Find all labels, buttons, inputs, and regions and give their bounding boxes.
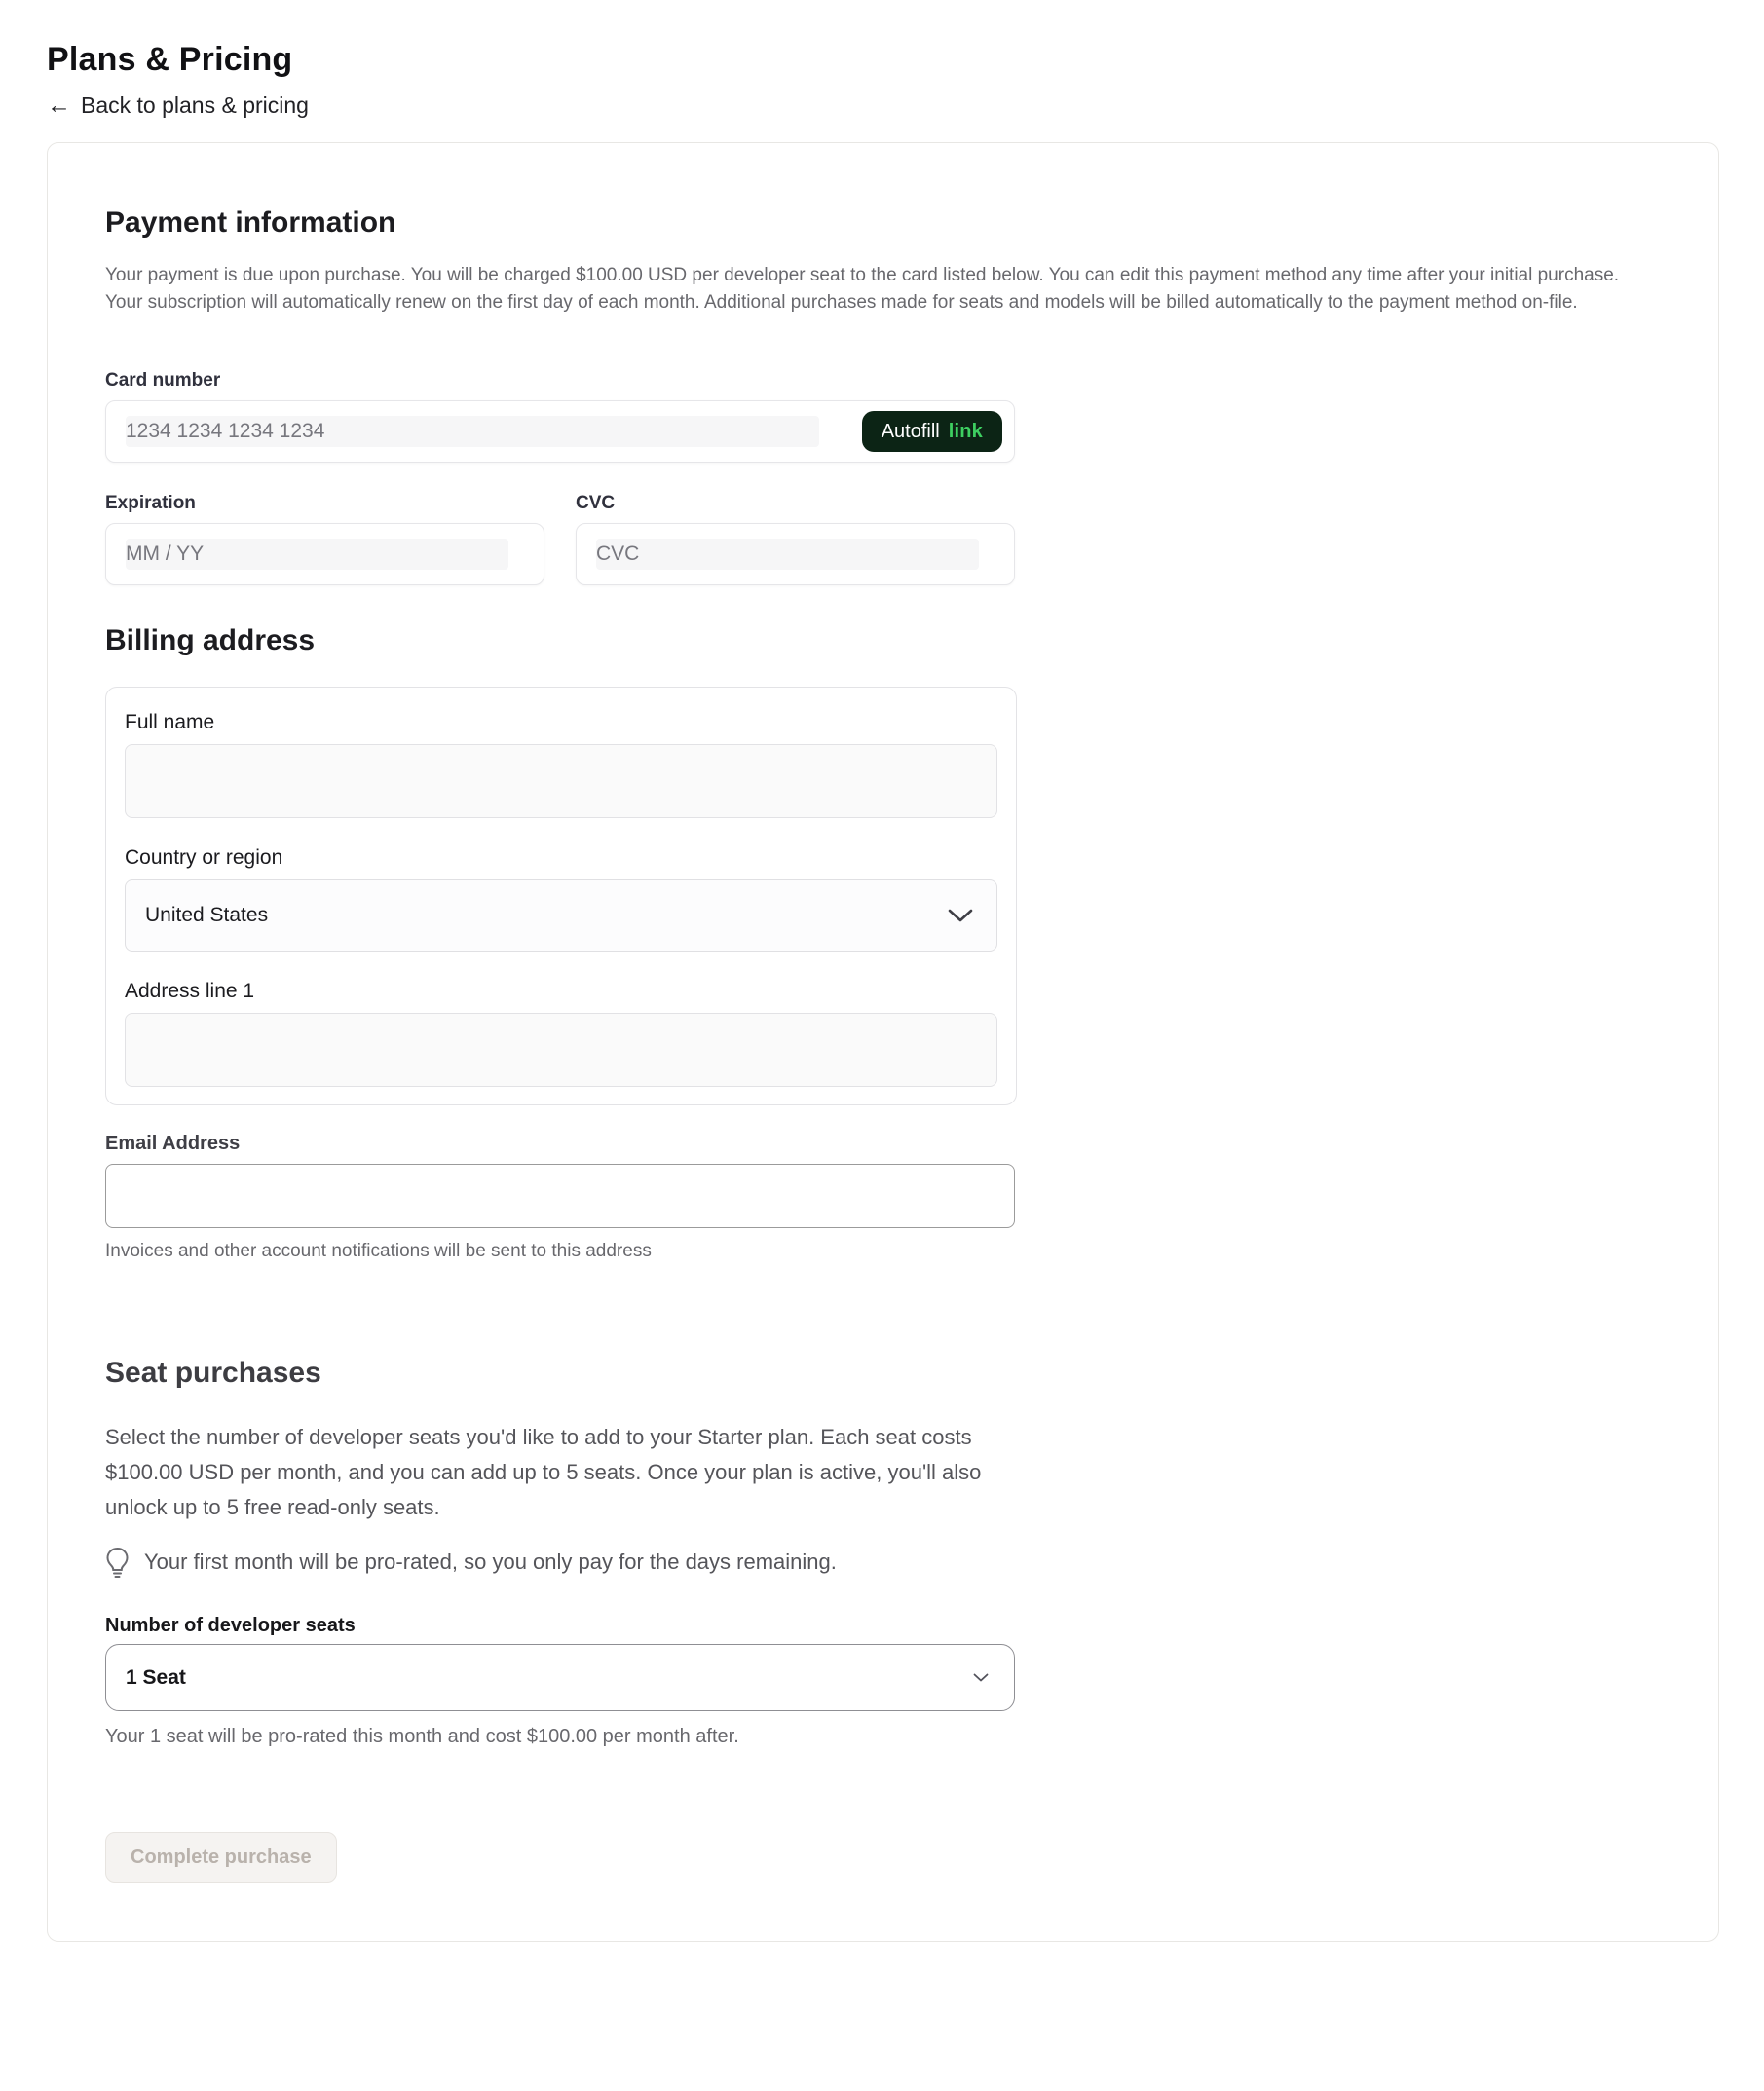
expiration-group [105, 492, 544, 585]
card-number-label: Card number [105, 370, 221, 391]
autofill-label: Autofill [881, 420, 940, 442]
email-label: Email Address [105, 1133, 241, 1154]
payment-information-heading: Payment information [105, 206, 396, 239]
prorate-tip [105, 1547, 1015, 1578]
complete-purchase-button[interactable]: Complete purchase [105, 1832, 337, 1883]
full-name-label: Full name [125, 711, 215, 733]
cvc-label: CVC [576, 493, 616, 513]
back-link[interactable] [47, 93, 309, 119]
billing-address-box [105, 687, 1017, 1105]
address-line1-input[interactable] [125, 1013, 997, 1087]
checkout-card [47, 142, 1719, 1942]
link-logo: link [948, 420, 983, 442]
seat-count-help-text: Your 1 seat will be pro-rated this month and cost $100.00 per month after. [105, 1726, 739, 1747]
seat-count-value: 1 Seat [126, 1665, 186, 1689]
address-line1-label: Address line 1 [125, 980, 255, 1002]
country-select-value: United States [145, 904, 269, 926]
cvc-group [576, 492, 1015, 585]
seat-purchases-heading: Seat purchases [105, 1357, 321, 1389]
email-help-text: Invoices and other account notifications will be sent to this address [105, 1241, 652, 1261]
full-name-input[interactable] [125, 744, 997, 818]
page-title: Plans & Pricing [47, 41, 293, 78]
full-name-group [125, 710, 997, 818]
billing-address-heading: Billing address [105, 624, 316, 656]
address-group [125, 979, 997, 1087]
cvc-field [576, 523, 1015, 585]
country-label: Country or region [125, 846, 283, 869]
back-link-label: Back to plans & pricing [81, 93, 309, 118]
prorate-tip-text: Your first month will be pro-rated, so you only pay for the days remaining. [144, 1550, 837, 1574]
page-header [0, 0, 1764, 119]
chevron-down-icon [973, 1673, 989, 1682]
expiration-label: Expiration [105, 493, 196, 513]
seat-count-label: Number of developer seats [105, 1615, 356, 1636]
country-group [125, 845, 997, 952]
payment-description: Your payment is due upon purchase. You will be charged $100.00 USD per developer seat to the card listed below. You can edit this payment method any time after your initial purchase. Your subscription will automatically renew on the first day of each month. Additional purchases made for seats and models will be billed automatically to the payment method on-file. [105, 265, 1620, 313]
expiration-input[interactable] [106, 524, 544, 584]
seat-count-select[interactable] [105, 1644, 1015, 1711]
country-select[interactable] [125, 879, 997, 952]
cvc-input[interactable] [577, 524, 1014, 584]
arrow-left-icon: ← [47, 92, 71, 119]
seat-purchases-description: Select the number of developer seats you'd like to add to your Starter plan. Each seat costs $100.00 USD per month, and you can add up to 5 seats. Once your plan is active, you'll also unlock up to 5 free read-only seats. [105, 1425, 982, 1519]
chevron-down-icon [948, 909, 973, 922]
email-input[interactable] [105, 1164, 1015, 1228]
card-number-field [105, 400, 1015, 463]
autofill-link-button[interactable] [862, 411, 1002, 452]
expiration-field [105, 523, 544, 585]
lightbulb-icon [105, 1547, 130, 1578]
